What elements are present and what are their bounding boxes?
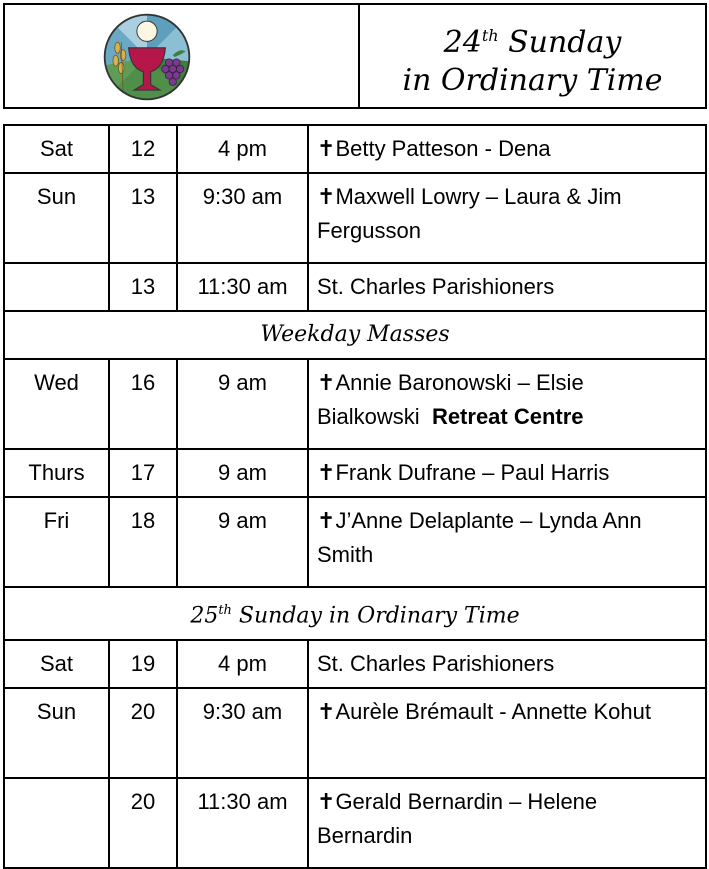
cross-icon: ✝ xyxy=(317,789,336,815)
table-row xyxy=(4,688,706,778)
intention-cell xyxy=(308,688,706,778)
time-cell: 9 am xyxy=(177,449,308,497)
heading-text: Sunday in Ordinary Time xyxy=(231,603,520,629)
table-row xyxy=(4,125,706,173)
date-cell: 20 xyxy=(109,778,177,868)
table-row xyxy=(4,263,706,311)
next-sunday-heading xyxy=(4,587,706,640)
table-row xyxy=(4,778,706,868)
intention-cell xyxy=(308,449,706,497)
intention-text: Aurèle Brémault - Annette Kohut xyxy=(335,699,651,725)
title-word: Sunday xyxy=(498,25,622,60)
intention-cell xyxy=(308,497,706,587)
date-cell: 13 xyxy=(109,173,177,263)
title-number: 24 xyxy=(443,25,482,60)
day-cell xyxy=(4,263,109,311)
cross-icon: ✝ xyxy=(317,370,336,395)
date-cell: 13 xyxy=(109,263,177,311)
time-cell: 9 am xyxy=(177,497,308,587)
intention-text: Annie Baronowski – Elsie Bialkowski xyxy=(317,370,584,429)
day-cell: Wed xyxy=(4,359,109,449)
day-cell xyxy=(4,778,109,868)
table-row xyxy=(4,640,706,688)
page-title xyxy=(360,5,705,107)
location-note: Retreat Centre xyxy=(431,404,584,429)
date-cell: 16 xyxy=(109,359,177,449)
section-heading-row xyxy=(4,587,706,640)
day-cell: Sat xyxy=(4,125,109,173)
table-row xyxy=(4,359,706,449)
heading-ordinal-suffix: th xyxy=(218,603,232,618)
title-line-2: in Ordinary Time xyxy=(402,63,663,98)
cross-icon: ✝ xyxy=(317,184,336,209)
eucharist-chalice-wheat-grapes-icon xyxy=(101,11,193,103)
date-cell: 19 xyxy=(109,640,177,688)
title-line-1 xyxy=(360,17,705,62)
intention-cell xyxy=(308,173,706,263)
time-cell: 11:30 am xyxy=(177,778,308,868)
intention-cell xyxy=(308,640,706,688)
intention-text: Betty Patteson - Dena xyxy=(335,136,551,161)
time-cell: 11:30 am xyxy=(177,263,308,311)
time-cell: 4 pm xyxy=(177,125,308,173)
intention-cell xyxy=(308,359,706,449)
weekday-masses-heading: Weekday Masses xyxy=(4,311,706,359)
time-cell: 9:30 am xyxy=(177,173,308,263)
intention-text: Frank Dufrane – Paul Harris xyxy=(335,460,610,485)
cross-icon: ✝ xyxy=(317,699,336,725)
mass-schedule-table xyxy=(3,124,707,869)
time-cell: 4 pm xyxy=(177,640,308,688)
day-cell: Fri xyxy=(4,497,109,587)
heading-number: 25 xyxy=(190,603,219,629)
table-row xyxy=(4,173,706,263)
day-cell: Sat xyxy=(4,640,109,688)
intention-cell xyxy=(308,778,706,868)
date-cell: 12 xyxy=(109,125,177,173)
day-cell: Thurs xyxy=(4,449,109,497)
date-cell: 17 xyxy=(109,449,177,497)
cross-icon: ✝ xyxy=(317,136,336,161)
time-cell: 9 am xyxy=(177,359,308,449)
intention-text: Maxwell Lowry – Laura & Jim Fergusson xyxy=(317,184,622,243)
day-cell: Sun xyxy=(4,688,109,778)
title-ordinal-suffix: th xyxy=(481,26,499,45)
section-heading-row xyxy=(4,311,706,359)
date-cell: 18 xyxy=(109,497,177,587)
cross-icon: ✝ xyxy=(317,508,336,533)
table-row xyxy=(4,449,706,497)
intention-text: J’Anne Delaplante – Lynda Ann Smith xyxy=(317,508,642,567)
intention-cell xyxy=(308,125,706,173)
intention-text: St. Charles Parishioners xyxy=(317,274,555,299)
day-cell: Sun xyxy=(4,173,109,263)
intention-text: Gerald Bernardin – Helene Bernardin xyxy=(317,789,598,849)
table-row xyxy=(4,497,706,587)
cross-icon: ✝ xyxy=(317,460,336,485)
intention-cell xyxy=(308,263,706,311)
bulletin-header xyxy=(3,3,707,109)
time-cell: 9:30 am xyxy=(177,688,308,778)
logo-cell xyxy=(5,5,360,107)
date-cell: 20 xyxy=(109,688,177,778)
intention-text: St. Charles Parishioners xyxy=(317,651,555,677)
